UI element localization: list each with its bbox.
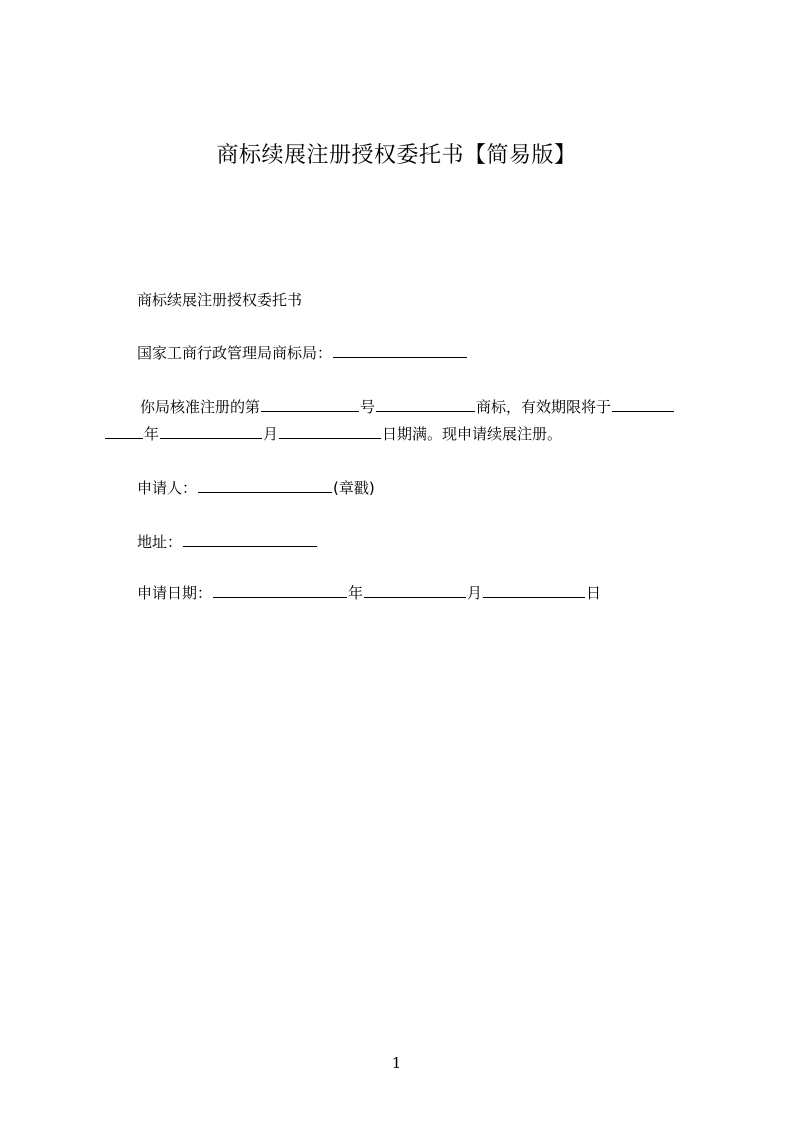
expiry-year-blank-part1 xyxy=(612,396,674,412)
applicant-label: 申请人： xyxy=(137,479,198,497)
heading-text: 商标续展注册授权委托书 xyxy=(137,291,303,309)
date-year-blank xyxy=(213,582,347,598)
trademark-blank xyxy=(376,396,475,412)
body-text-1: 你局核准注册的第 xyxy=(140,398,261,416)
page-number: 1 xyxy=(391,1054,402,1072)
date-month-blank xyxy=(364,582,466,598)
address-line xyxy=(137,529,318,556)
date-day-text: 日 xyxy=(586,584,602,602)
body-text-3: 商标，有效期限将于 xyxy=(476,398,612,416)
document-title: 商标续展注册授权委托书【简易版】 xyxy=(216,143,577,168)
seal-text: (章戳) xyxy=(333,479,375,497)
addressee-blank xyxy=(333,342,467,358)
applicant-line xyxy=(137,475,375,502)
date-day-blank xyxy=(483,582,585,598)
body-text-6: 日期满。现申请续展注册。 xyxy=(382,425,563,443)
body-line-1 xyxy=(140,394,675,421)
addressee-line xyxy=(137,340,468,367)
expiry-year-blank-part2 xyxy=(105,423,143,439)
date-label: 申请日期： xyxy=(137,584,213,602)
address-blank xyxy=(183,531,317,547)
date-year-text: 年 xyxy=(348,584,364,602)
body-text-2: 号 xyxy=(360,398,376,416)
body-line-2 xyxy=(104,421,562,448)
date-month-text: 月 xyxy=(467,584,483,602)
document-heading xyxy=(137,287,302,314)
body-text-4: 年 xyxy=(144,425,160,443)
expiry-day-blank xyxy=(279,423,381,439)
addressee-label: 国家工商行政管理局商标局： xyxy=(137,344,333,362)
address-label: 地址： xyxy=(137,533,183,551)
applicant-blank xyxy=(198,477,332,493)
expiry-month-blank xyxy=(160,423,262,439)
reg-number-blank xyxy=(261,396,359,412)
body-text-5: 月 xyxy=(263,425,279,443)
application-date-line xyxy=(137,580,601,607)
